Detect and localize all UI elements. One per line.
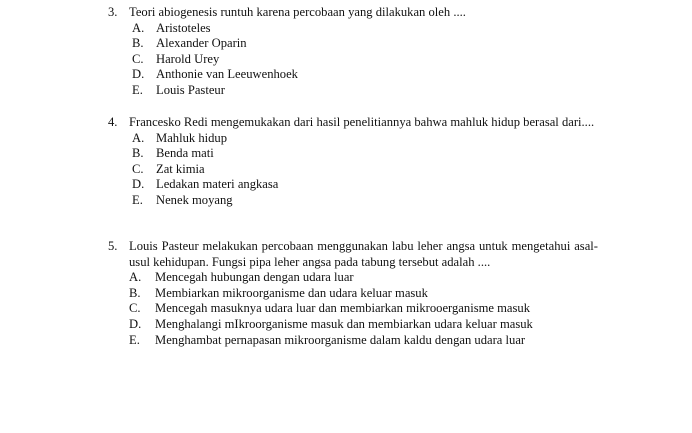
option-text: Benda mati: [156, 146, 214, 161]
option-text: Harold Urey: [156, 51, 220, 66]
option-letter: A.: [132, 130, 145, 145]
option-letter: D.: [132, 67, 145, 82]
option-letter: B.: [132, 36, 144, 51]
option-d: [132, 177, 598, 193]
option-e: [129, 333, 598, 349]
option-letter: C.: [132, 161, 144, 176]
option-text: Menghambat pernapasan mikroorganisme dalam kaldu dengan udara luar: [155, 332, 526, 347]
option-c: [129, 301, 598, 317]
question-text: Louis Pasteur melakukan percobaan menggunakan labu leher angsa untuk mengetahui asal-usul kehidupan. Fungsi pipa leher angsa pada tabung tersebut adalah ....: [129, 239, 598, 269]
option-text: Alexander Oparin: [156, 36, 247, 51]
question-number: 5.: [108, 239, 118, 253]
question-text: Francesko Redi mengemukakan dari hasil penelitiannya bahwa mahluk hidup berasal dari....: [129, 115, 595, 129]
option-text: Anthonie van Leeuwenhoek: [156, 67, 298, 82]
question-4: [108, 115, 598, 209]
option-e: [132, 83, 598, 99]
option-letter: B.: [132, 146, 144, 161]
option-letter: E.: [129, 332, 140, 347]
question-number: 4.: [108, 115, 118, 129]
option-c: [132, 162, 598, 178]
option-text: Nenek moyang: [156, 192, 233, 207]
option-text: Menghalangi mIkroorganisme masuk dan membiarkan udara keluar masuk: [155, 316, 533, 331]
option-list: [132, 131, 598, 209]
option-text: Mahluk hidup: [156, 130, 228, 145]
option-text: Mencegah hubungan dengan udara luar: [155, 270, 354, 285]
option-letter: E.: [132, 192, 143, 207]
option-text: Mencegah masuknya udara luar dan membiarkan mikrooerganisme masuk: [155, 301, 531, 316]
option-letter: E.: [132, 82, 143, 97]
option-letter: C.: [132, 51, 144, 66]
option-letter: C.: [129, 301, 141, 316]
option-a: [132, 131, 598, 147]
option-c: [132, 52, 598, 68]
option-letter: D.: [129, 316, 142, 331]
option-d: [129, 317, 598, 333]
question-5: [108, 239, 598, 348]
question-number: 3.: [108, 5, 118, 19]
option-b: [132, 146, 598, 162]
option-text: Aristoteles: [156, 20, 211, 35]
option-text: Membiarkan mikroorganisme dan udara keluar masuk: [155, 285, 428, 300]
option-list: [129, 270, 598, 348]
option-e: [132, 193, 598, 209]
question-3: [108, 5, 598, 99]
option-text: Louis Pasteur: [156, 82, 225, 97]
option-b: [129, 286, 598, 302]
option-text: Zat kimia: [156, 161, 205, 176]
option-letter: A.: [132, 20, 145, 35]
option-d: [132, 67, 598, 83]
option-letter: D.: [132, 177, 145, 192]
option-list: [132, 21, 598, 99]
option-letter: B.: [129, 285, 141, 300]
option-text: Ledakan materi angkasa: [156, 177, 279, 192]
option-letter: A.: [129, 270, 142, 285]
option-a: [129, 270, 598, 286]
question-text: Teori abiogenesis runtuh karena percobaan yang dilakukan oleh ....: [129, 5, 466, 19]
option-b: [132, 36, 598, 52]
option-a: [132, 21, 598, 37]
